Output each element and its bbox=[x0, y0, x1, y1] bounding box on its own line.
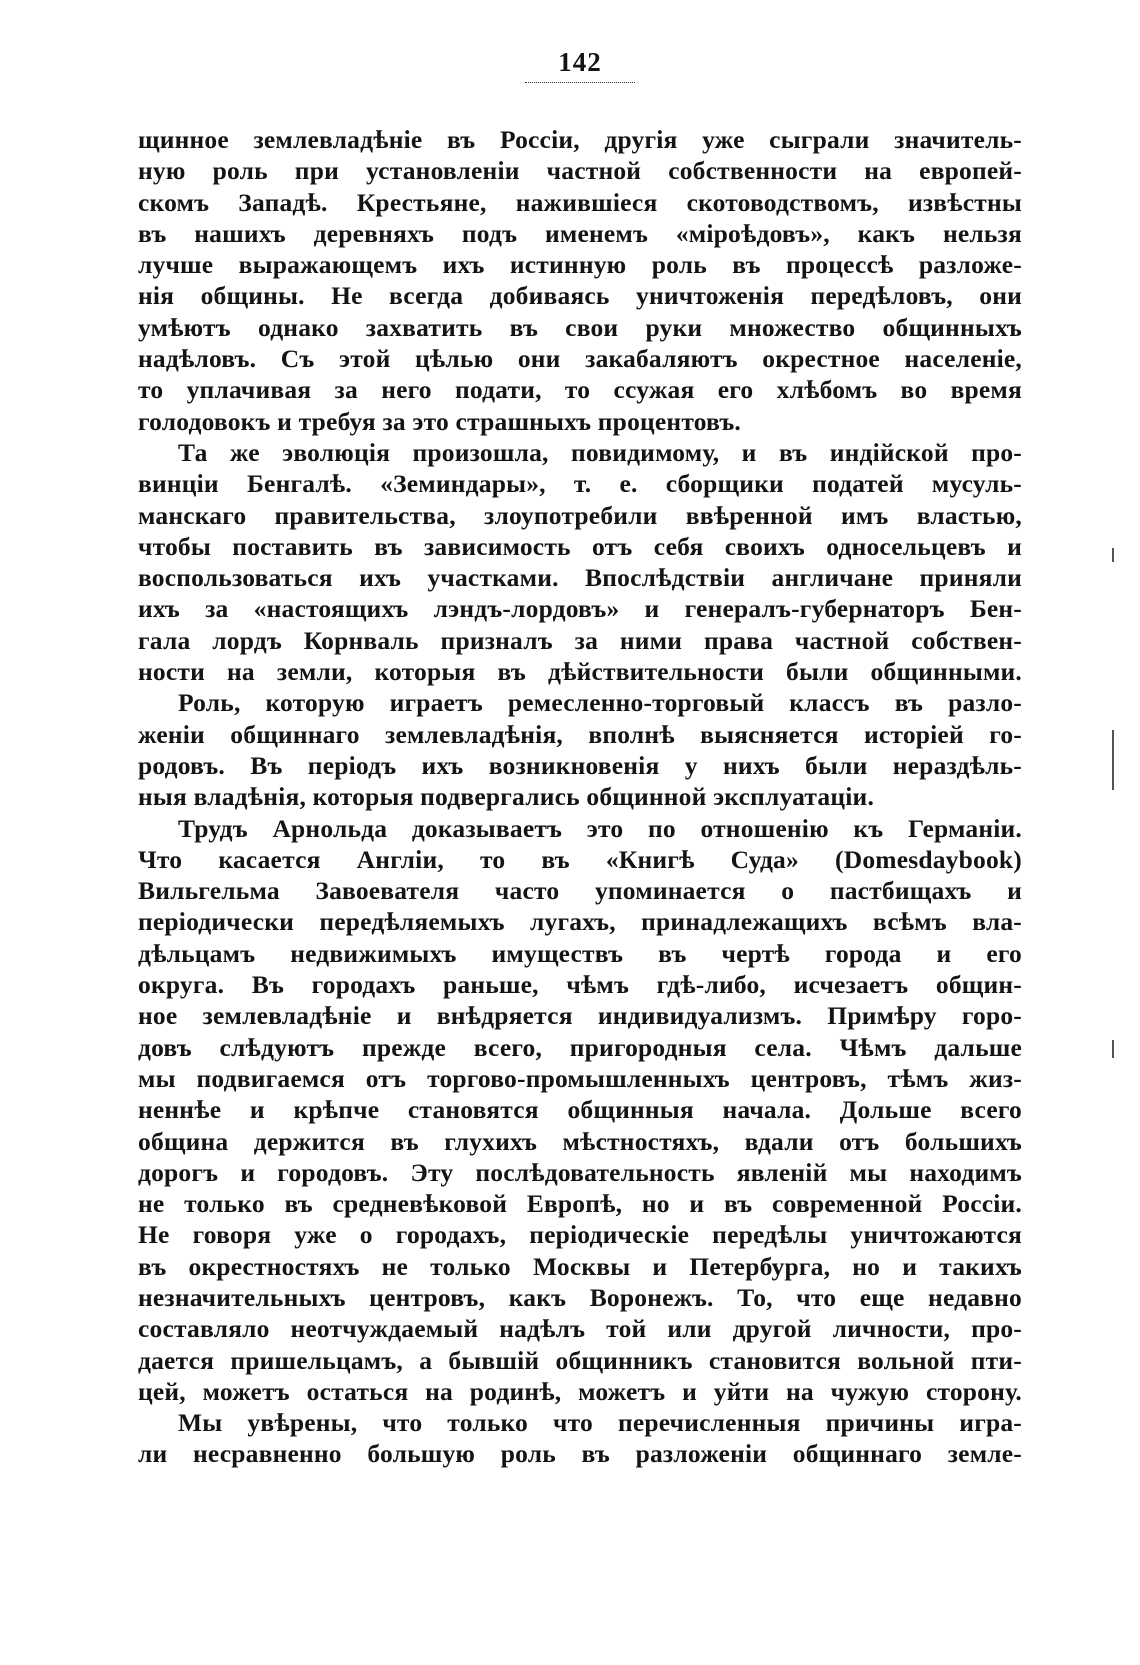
text-line: дается пришельцамъ, а бывшій общинникъ становится вольной пти- bbox=[138, 1345, 1022, 1375]
scan-margin-mark bbox=[1112, 730, 1114, 790]
text-line: дѣльцамъ недвижимыхъ имуществъ въ чертѣ города и его bbox=[138, 938, 1022, 968]
text-line: женіи общиннаго землевладѣнія, вполнѣ выясняется исторіей го- bbox=[138, 719, 1022, 749]
text-line: цей, можетъ остаться на родинѣ, можетъ и уйти на чужую сторону. bbox=[138, 1376, 1022, 1406]
paragraph-1 bbox=[138, 124, 1022, 437]
text-line: воспользоваться ихъ участками. Впослѣдствіи англичане приняли bbox=[138, 563, 1022, 593]
text-line: манскаго правительства, злоупотребили ввѣренной имъ властью, bbox=[138, 500, 1022, 530]
text-line: голодовокъ и требуя за это страшныхъ процентовъ. bbox=[138, 406, 741, 436]
text-line: довъ слѣдуютъ прежде всего, пригородныя села. Чѣмъ дальше bbox=[138, 1032, 1022, 1062]
text-line: неннѣе и крѣпче становятся общинныя начала. Дольше всего bbox=[138, 1095, 1022, 1125]
text-line: ную роль при установленіи частной собственности на европей- bbox=[138, 156, 1022, 186]
text-line: ности на земли, которыя въ дѣйствительности были общинными. bbox=[138, 657, 1022, 687]
text-line: Та же эволюція произошла, повидимому, и въ индійской про- bbox=[178, 437, 1022, 467]
text-line: въ нашихъ деревняхъ подъ именемъ «міроѣдовъ», какъ нельзя bbox=[138, 218, 1022, 248]
header-rule bbox=[525, 82, 635, 83]
text-line: Трудъ Арнольда доказываетъ это по отношенію къ Германіи. bbox=[178, 813, 1022, 843]
scan-margin-mark bbox=[1112, 1040, 1114, 1058]
text-line: Не говоря уже о городахъ, періодическіе передѣлы уничтожаются bbox=[138, 1220, 1022, 1250]
text-line: лучше выражающемъ ихъ истинную роль въ процессѣ разложе- bbox=[138, 250, 1022, 280]
text-line: умѣютъ однако захватить въ свои руки множество общинныхъ bbox=[138, 312, 1022, 342]
text-line: община держится въ глухихъ мѣстностяхъ, вдали отъ большихъ bbox=[138, 1126, 1022, 1156]
text-line: скомъ Западѣ. Крестьяне, нажившіеся скотоводствомъ, извѣстны bbox=[138, 187, 1022, 217]
page-header bbox=[522, 46, 638, 83]
text-line: ныя владѣнія, которыя подвергались общинной эксплуатаціи. bbox=[138, 782, 875, 812]
text-line: періодически передѣляемыхъ лугахъ, принадлежащихъ всѣмъ вла- bbox=[138, 907, 1022, 937]
text-line: Мы увѣрены, что только что перечисленныя причины игра- bbox=[178, 1408, 1022, 1438]
text-line: не только въ средневѣковой Европѣ, но и въ современной Россіи. bbox=[138, 1189, 1022, 1219]
text-line: ихъ за «настоящихъ лэндъ-лордовъ» и генералъ-губернаторъ Бен- bbox=[138, 594, 1022, 624]
text-line: ное землевладѣніе и внѣдряется индивидуализмъ. Примѣру горо- bbox=[138, 1001, 1022, 1031]
text-line: Что касается Англіи, то въ «Книгѣ Суда» (Domesdaybook) bbox=[138, 844, 1022, 874]
text-line: щинное землевладѣніе въ Россіи, другія уже сыграли значитель- bbox=[138, 125, 1022, 154]
text-line: то уплачивая за него подати, то ссужая его хлѣбомъ во время bbox=[138, 375, 1022, 405]
text-line: винціи Бенгалѣ. «Земиндары», т. е. сборщики податей мусуль- bbox=[138, 469, 1022, 499]
text-line: составляло неотчуждаемый надѣлъ той или другой личности, про- bbox=[138, 1314, 1022, 1344]
text-line: мы подвигаемся отъ торгово-промышленныхъ центровъ, тѣмъ жиз- bbox=[138, 1063, 1022, 1093]
text-line: дорогъ и городовъ. Эту послѣдовательность явленій мы находимъ bbox=[138, 1157, 1022, 1187]
body-text bbox=[138, 124, 1022, 1470]
text-line: чтобы поставить въ зависимость отъ себя своихъ односельцевъ и bbox=[138, 531, 1022, 561]
text-line: надѣловъ. Съ этой цѣлью они закабаляютъ окрестное населеніе, bbox=[138, 344, 1022, 374]
text-line: Роль, которую играетъ ремесленно-торговый классъ въ разло- bbox=[178, 688, 1022, 718]
paragraph-2 bbox=[138, 437, 1022, 687]
text-line: Вильгельма Завоевателя часто упоминается о пастбищахъ и bbox=[138, 876, 1022, 906]
scan-margin-mark bbox=[1112, 548, 1114, 562]
paragraph-3 bbox=[138, 687, 1022, 812]
paragraph-4 bbox=[138, 813, 1022, 1408]
text-line: гала лордъ Корнваль призналъ за ними права частной собствен- bbox=[138, 625, 1022, 655]
text-line: въ окрестностяхъ не только Москвы и Петербурга, но и такихъ bbox=[138, 1251, 1022, 1281]
paragraph-5 bbox=[138, 1407, 1022, 1470]
text-line: незначительныхъ центровъ, какъ Воронежъ. То, что еще недавно bbox=[138, 1282, 1022, 1312]
text-line: нія общины. Не всегда добиваясь уничтоженія передѣловъ, они bbox=[138, 281, 1022, 311]
text-line: родовъ. Въ періодъ ихъ возникновенія у нихъ были нераздѣль- bbox=[138, 750, 1022, 780]
text-line: ли несравненно большую роль въ разложеніи общиннаго земле- bbox=[138, 1439, 1022, 1469]
text-line: округа. Въ городахъ раньше, чѣмъ гдѣ-либо, исчезаетъ общин- bbox=[138, 970, 1022, 1000]
page-number: 142 bbox=[558, 47, 602, 77]
